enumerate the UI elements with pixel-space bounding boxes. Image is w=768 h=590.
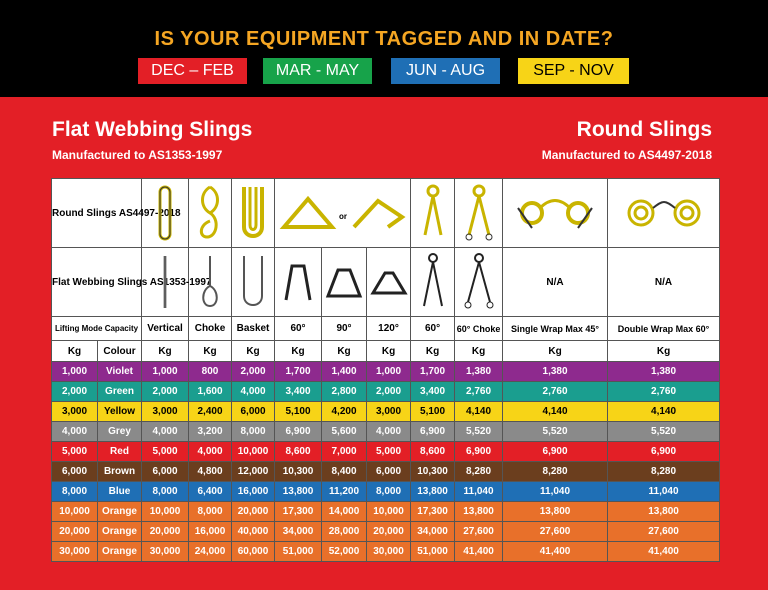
colour-cell: Orange — [98, 542, 142, 562]
capacity-cell: 10,000 — [52, 502, 98, 522]
capacity-cell: 20,000 — [232, 502, 275, 522]
capacity-cell: 41,400 — [503, 542, 608, 562]
flat-webbing-subtitle: Manufactured to AS1353-1997 — [52, 148, 223, 162]
headline: IS YOUR EQUIPMENT TAGGED AND IN DATE? — [154, 28, 614, 50]
flat-basket-icon — [232, 248, 275, 317]
capacity-cell: 27,600 — [608, 522, 720, 542]
capacity-cell: 12,000 — [232, 462, 275, 482]
capacity-cell: 3,200 — [189, 422, 232, 442]
capacity-cell: 4,000 — [52, 422, 98, 442]
capacity-cell: 60,000 — [232, 542, 275, 562]
capacity-cell: 20,000 — [367, 522, 411, 542]
table-row — [52, 522, 720, 542]
header-vertical: Vertical — [142, 317, 189, 341]
capacity-cell: 2,760 — [503, 382, 608, 402]
capacity-cell: 2,000 — [367, 382, 411, 402]
capacity-cell: 8,400 — [322, 462, 367, 482]
colour-cell: Orange — [98, 522, 142, 542]
capacity-cell: 5,100 — [411, 402, 455, 422]
capacity-cell: 10,000 — [232, 442, 275, 462]
capacity-cell: 8,000 — [142, 482, 189, 502]
unit-cell: Kg — [322, 341, 367, 362]
capacity-cell: 7,000 — [322, 442, 367, 462]
capacity-cell: 6,900 — [503, 442, 608, 462]
capacity-cell: 11,040 — [503, 482, 608, 502]
header-choke: Choke — [189, 317, 232, 341]
capacity-cell: 4,140 — [608, 402, 720, 422]
capacity-cell: 1,000 — [52, 362, 98, 382]
round-slings-title: Round Slings — [576, 118, 712, 141]
round-two-leg-icon — [455, 179, 503, 248]
unit-cell: Kg — [142, 341, 189, 362]
capacity-cell: 4,140 — [455, 402, 503, 422]
capacity-cell: 10,000 — [142, 502, 189, 522]
flat-two-leg-icon — [455, 248, 503, 317]
round-slings-row — [52, 179, 720, 248]
colour-cell: Green — [98, 382, 142, 402]
capacity-cell: 20,000 — [52, 522, 98, 542]
capacity-cell: 6,400 — [189, 482, 232, 502]
capacity-cell: 40,000 — [232, 522, 275, 542]
header-60-choke: 60° Choke — [455, 317, 503, 341]
round-slings-subtitle: Manufactured to AS4497-2018 — [541, 148, 712, 162]
unit-cell: Kg — [275, 341, 322, 362]
colour-cell: Orange — [98, 502, 142, 522]
capacity-cell: 8,280 — [455, 462, 503, 482]
flat-90-icon — [322, 248, 367, 317]
unit-cell: Kg — [503, 341, 608, 362]
capacity-cell: 5,000 — [52, 442, 98, 462]
table-row — [52, 422, 720, 442]
round-triangle-icons — [275, 179, 411, 248]
capacity-cell: 5,520 — [608, 422, 720, 442]
flat-webbing-row — [52, 248, 720, 317]
or-label: or — [338, 212, 347, 221]
capacity-cell: 5,600 — [322, 422, 367, 442]
capacity-cell: 6,900 — [411, 422, 455, 442]
capacity-cell: 1,380 — [455, 362, 503, 382]
unit-cell: Kg — [455, 341, 503, 362]
capacity-cell: 8,280 — [608, 462, 720, 482]
round-single-leg-icon — [411, 179, 455, 248]
season-jun-aug: JUN - AUG — [391, 58, 500, 84]
capacity-cell: 1,600 — [189, 382, 232, 402]
capacity-cell: 5,000 — [142, 442, 189, 462]
capacity-cell: 4,140 — [503, 402, 608, 422]
capacity-cell: 52,000 — [322, 542, 367, 562]
capacity-rows — [52, 362, 720, 562]
capacity-cell: 2,000 — [142, 382, 189, 402]
colour-cell: Yellow — [98, 402, 142, 422]
header-60: 60° — [275, 317, 322, 341]
capacity-cell: 13,800 — [608, 502, 720, 522]
capacity-cell: 24,000 — [189, 542, 232, 562]
capacity-cell: 1,380 — [608, 362, 720, 382]
capacity-cell: 5,520 — [503, 422, 608, 442]
unit-cell: Kg — [232, 341, 275, 362]
capacity-cell: 14,000 — [322, 502, 367, 522]
capacity-cell: 6,900 — [455, 442, 503, 462]
table-row — [52, 542, 720, 562]
flat-webbing-title: Flat Webbing Slings — [52, 118, 253, 141]
capacity-cell: 3,000 — [142, 402, 189, 422]
capacity-cell: 8,000 — [367, 482, 411, 502]
capacity-cell: 27,600 — [503, 522, 608, 542]
single-wrap-na: N/A — [503, 248, 608, 317]
colour-cell: Grey — [98, 422, 142, 442]
table-row — [52, 462, 720, 482]
capacity-cell: 28,000 — [322, 522, 367, 542]
capacity-cell: 8,280 — [503, 462, 608, 482]
capacity-cell: 5,000 — [367, 442, 411, 462]
unit-cell: Kg — [189, 341, 232, 362]
capacity-cell: 1,000 — [367, 362, 411, 382]
header-120: 120° — [367, 317, 411, 341]
capacity-cell: 2,000 — [232, 362, 275, 382]
capacity-cell: 8,000 — [232, 422, 275, 442]
double-wrap-na: N/A — [608, 248, 720, 317]
capacity-cell: 8,600 — [411, 442, 455, 462]
table-row — [52, 382, 720, 402]
capacity-table — [51, 178, 720, 562]
capacity-cell: 10,300 — [275, 462, 322, 482]
capacity-cell: 6,000 — [232, 402, 275, 422]
header-double-wrap: Double Wrap Max 60° — [608, 317, 720, 341]
capacity-cell: 4,200 — [322, 402, 367, 422]
capacity-cell: 2,000 — [52, 382, 98, 402]
capacity-cell: 1,400 — [322, 362, 367, 382]
capacity-cell: 6,900 — [608, 442, 720, 462]
capacity-cell: 4,000 — [142, 422, 189, 442]
season-mar-may: MAR - MAY — [263, 58, 372, 84]
capacity-cell: 4,000 — [367, 422, 411, 442]
capacity-cell: 2,760 — [608, 382, 720, 402]
capacity-cell: 4,000 — [189, 442, 232, 462]
capacity-cell: 1,700 — [275, 362, 322, 382]
capacity-cell: 1,700 — [411, 362, 455, 382]
round-single-wrap-icon — [503, 179, 608, 248]
unit-row — [52, 341, 720, 362]
colour-cell: Red — [98, 442, 142, 462]
unit-cell: Kg — [52, 341, 98, 362]
flat-120-icon — [367, 248, 411, 317]
capacity-cell: 1,000 — [142, 362, 189, 382]
unit-cell: Kg — [411, 341, 455, 362]
capacity-cell: 17,300 — [411, 502, 455, 522]
capacity-cell: 41,400 — [608, 542, 720, 562]
capacity-cell: 11,200 — [322, 482, 367, 502]
capacity-cell: 10,000 — [367, 502, 411, 522]
capacity-cell: 17,300 — [275, 502, 322, 522]
capacity-cell: 16,000 — [189, 522, 232, 542]
capacity-cell: 11,040 — [455, 482, 503, 502]
table-row — [52, 502, 720, 522]
round-choke-icon — [189, 179, 232, 248]
capacity-cell: 3,000 — [367, 402, 411, 422]
season-dec-feb: DEC – FEB — [138, 58, 247, 84]
capacity-cell: 6,000 — [52, 462, 98, 482]
capacity-cell: 6,000 — [142, 462, 189, 482]
capacity-cell: 13,800 — [503, 502, 608, 522]
capacity-cell: 20,000 — [142, 522, 189, 542]
capacity-cell: 27,600 — [455, 522, 503, 542]
capacity-cell: 4,000 — [232, 382, 275, 402]
capacity-cell: 11,040 — [608, 482, 720, 502]
capacity-cell: 34,000 — [275, 522, 322, 542]
header-90: 90° — [322, 317, 367, 341]
capacity-cell: 1,380 — [503, 362, 608, 382]
capacity-cell: 10,300 — [411, 462, 455, 482]
capacity-cell: 3,000 — [52, 402, 98, 422]
table-row — [52, 362, 720, 382]
capacity-cell: 5,520 — [455, 422, 503, 442]
flat-webbing-label: Flat Webbing Slings AS1353-1997 — [52, 248, 142, 317]
capacity-cell: 6,000 — [367, 462, 411, 482]
capacity-cell: 8,600 — [275, 442, 322, 462]
capacity-cell: 6,900 — [275, 422, 322, 442]
capacity-cell: 3,400 — [411, 382, 455, 402]
header-60-leg: 60° — [411, 317, 455, 341]
capacity-cell: 13,800 — [455, 502, 503, 522]
header-basket: Basket — [232, 317, 275, 341]
capacity-cell: 5,100 — [275, 402, 322, 422]
capacity-cell: 800 — [189, 362, 232, 382]
round-double-wrap-icon — [608, 179, 720, 248]
round-basket-icon — [232, 179, 275, 248]
capacity-cell: 34,000 — [411, 522, 455, 542]
capacity-cell: 51,000 — [275, 542, 322, 562]
unit-cell: Kg — [367, 341, 411, 362]
mode-header-row — [52, 317, 720, 341]
capacity-cell: 2,400 — [189, 402, 232, 422]
capacity-cell: 4,800 — [189, 462, 232, 482]
capacity-cell: 30,000 — [367, 542, 411, 562]
capacity-cell: 13,800 — [275, 482, 322, 502]
capacity-cell: 2,760 — [455, 382, 503, 402]
colour-cell: Blue — [98, 482, 142, 502]
header-single-wrap: Single Wrap Max 45° — [503, 317, 608, 341]
capacity-cell: 8,000 — [52, 482, 98, 502]
header-lifting-mode: Lifting Mode Capacity — [52, 317, 142, 341]
round-slings-label: Round Slings AS4497-2018 — [52, 179, 142, 248]
season-sep-nov: SEP - NOV — [518, 58, 629, 84]
table-row — [52, 442, 720, 462]
capacity-cell: 41,400 — [455, 542, 503, 562]
colour-cell: Brown — [98, 462, 142, 482]
capacity-cell: 51,000 — [411, 542, 455, 562]
colour-cell: Violet — [98, 362, 142, 382]
capacity-cell: 16,000 — [232, 482, 275, 502]
flat-single-leg-icon — [411, 248, 455, 317]
capacity-cell: 30,000 — [142, 542, 189, 562]
capacity-cell: 30,000 — [52, 542, 98, 562]
capacity-cell: 8,000 — [189, 502, 232, 522]
unit-cell: Kg — [608, 341, 720, 362]
table-row — [52, 402, 720, 422]
capacity-cell: 13,800 — [411, 482, 455, 502]
capacity-cell: 2,800 — [322, 382, 367, 402]
flat-60-icon — [275, 248, 322, 317]
unit-cell: Colour — [98, 341, 142, 362]
table-row — [52, 482, 720, 502]
capacity-cell: 3,400 — [275, 382, 322, 402]
